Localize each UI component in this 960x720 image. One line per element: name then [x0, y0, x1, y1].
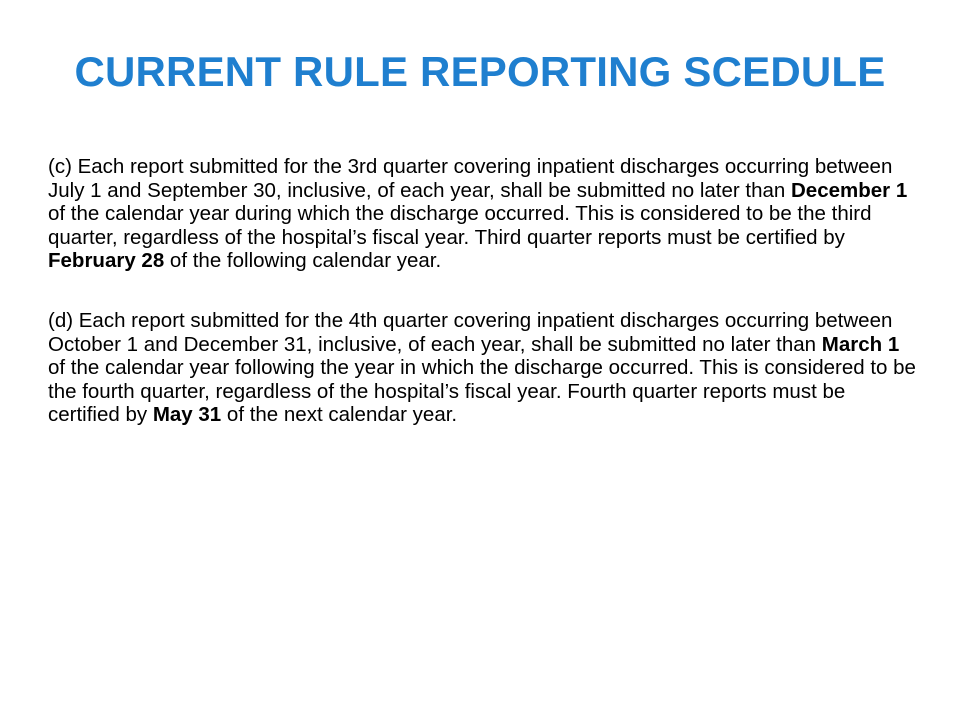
paragraph-c-deadline-submit: December 1 — [791, 178, 908, 202]
paragraph-c-deadline-certify: February 28 — [48, 249, 165, 273]
slide-title: CURRENT RULE REPORTING SCEDULE — [74, 48, 886, 95]
paragraph-c-text-3: of the following calendar year. — [164, 249, 442, 273]
paragraph-d-text-3: of the next calendar year. — [221, 403, 458, 427]
paragraph-d — [48, 309, 918, 427]
paragraph-d-deadline-certify: May 31 — [152, 403, 222, 427]
paragraph-d-text-2: of the calendar year following the year in which the discharge occurred. This is considered to be the fourth quarter, regardless of the hospital’s fiscal year. Fourth quarter reports must be certified by — [48, 356, 916, 427]
paragraph-c-text-1: (c) Each report submitted for the 3rd quarter covering inpatient discharges occurring between July 1 and September 30, inclusive, of each year, shall be submitted no later than — [48, 155, 893, 202]
paragraph-d-deadline-submit: March 1 — [821, 332, 900, 356]
slide-body — [48, 155, 918, 463]
paragraph-d-text-1: (d) Each report submitted for the 4th quarter covering inpatient discharges occurring between October 1 and December 31, inclusive, of each year, shall be submitted no later than — [48, 308, 893, 356]
paragraph-c — [48, 155, 918, 273]
paragraph-c-text-2: of the calendar year during which the discharge occurred. This is considered to be the third quarter, regardless of the hospital’s fiscal year. Third quarter reports must be certified by — [48, 202, 872, 249]
